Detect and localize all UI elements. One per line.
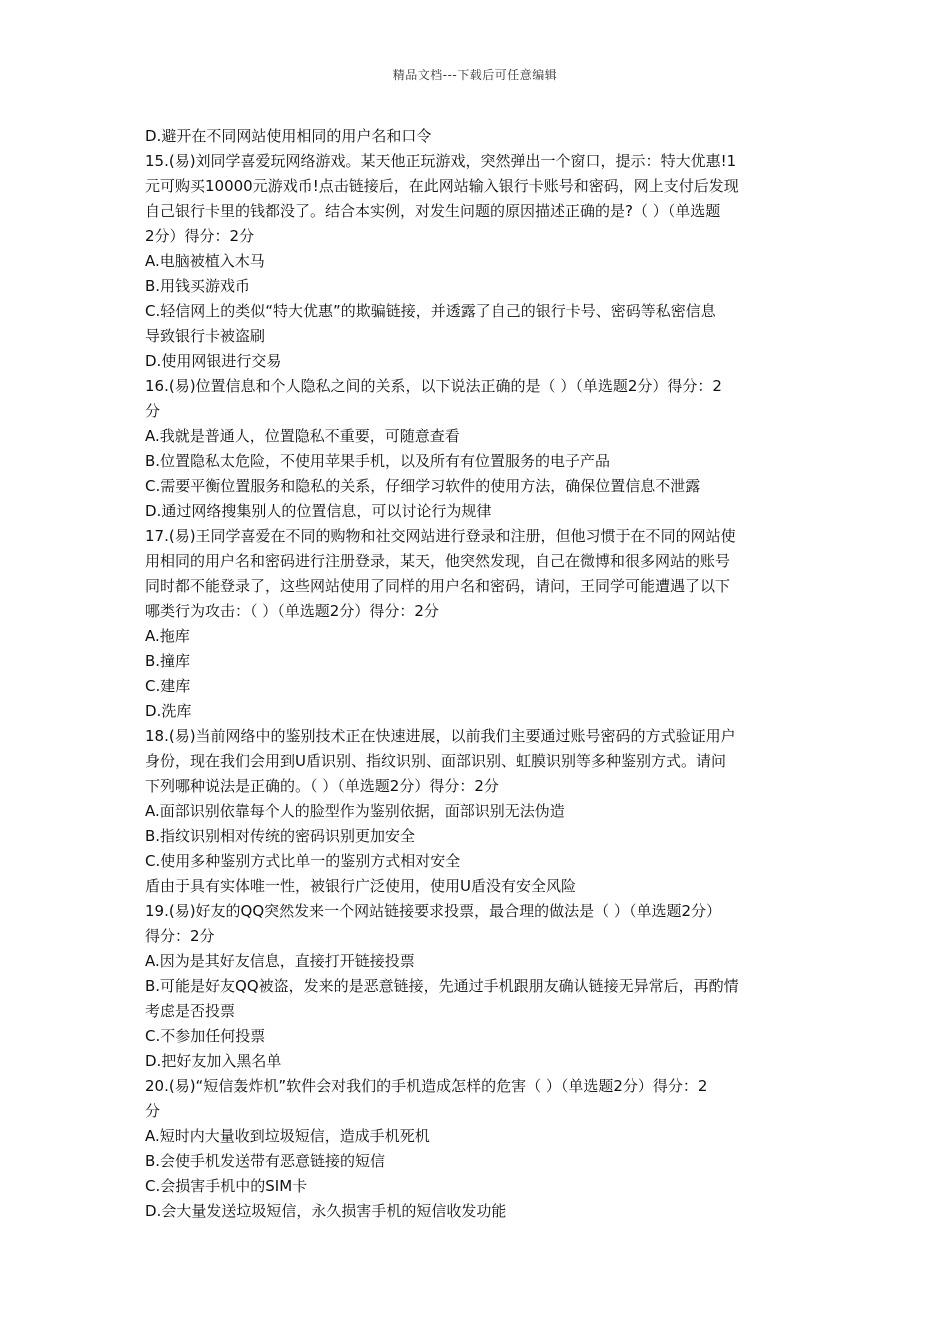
text-line: 分 <box>145 1102 161 1120</box>
text-line: 同时都不能登录了，这些网站使用了同样的用户名和密码，请问，王同学可能遭遇了以下 <box>145 577 731 595</box>
text-line: 19.(易)好友的QQ突然发来一个网站链接要求投票，最合理的做法是（ ）（单选题2分） <box>145 902 721 920</box>
text-line: C.轻信网上的类似“特大优惠”的欺骗链接，并透露了自己的银行卡号、密码等私密信息 <box>145 302 716 320</box>
text-line: 用相同的用户名和密码进行注册登录，某天，他突然发现，自己在微博和很多网站的账号 <box>145 552 731 570</box>
text-line: A.短时内大量收到垃圾短信，造成手机死机 <box>145 1127 430 1145</box>
text-line: 下列哪种说法是正确的。（ ）（单选题2分）得分：2分 <box>145 777 499 795</box>
document-body <box>145 124 810 1224</box>
text-line: 15.(易)刘同学喜爱玩网络游戏。某天他正玩游戏，突然弹出一个窗口，提示：特大优惠!1 <box>145 152 737 170</box>
text-line: D.会大量发送垃圾短信，永久损害手机的短信收发功能 <box>145 1202 507 1220</box>
text-line: B.可能是好友QQ被盗，发来的是恶意链接，先通过手机跟朋友确认链接无异常后，再酌情 <box>145 977 739 995</box>
text-line: A.我就是普通人，位置隐私不重要，可随意查看 <box>145 427 460 445</box>
text-line: B.指纹识别相对传统的密码识别更加安全 <box>145 827 416 845</box>
text-line: 导致银行卡被盗刷 <box>145 327 266 345</box>
page-header: 精品文档---下载后可任意编辑 <box>392 68 558 82</box>
text-line: 得分：2分 <box>145 927 215 945</box>
text-line: A.因为是其好友信息，直接打开链接投票 <box>145 952 415 970</box>
text-line: C.使用多种鉴别方式比单一的鉴别方式相对安全 <box>145 852 461 870</box>
text-line: B.位置隐私太危险，不使用苹果手机，以及所有有位置服务的电子产品 <box>145 452 611 470</box>
text-line: 18.(易)当前网络中的鉴别技术正在快速进展，以前我们主要通过账号密码的方式验证用户 <box>145 727 736 745</box>
text-line: 考虑是否投票 <box>145 1002 236 1020</box>
text-line: D.把好友加入黑名单 <box>145 1052 282 1070</box>
text-line: B.会使手机发送带有恶意链接的短信 <box>145 1152 386 1170</box>
text-line: 自己银行卡里的钱都没了。结合本实例，对发生问题的原因描述正确的是?（ ）（单选题 <box>145 202 721 220</box>
text-line: C.需要平衡位置服务和隐私的关系，仔细学习软件的使用方法，确保位置信息不泄露 <box>145 477 701 495</box>
text-line: A.拖库 <box>145 627 190 645</box>
text-line: A.电脑被植入木马 <box>145 252 265 270</box>
text-line: C.不参加任何投票 <box>145 1027 266 1045</box>
text-line: 2分）得分：2分 <box>145 227 255 245</box>
text-line: B.用钱买游戏币 <box>145 277 251 295</box>
text-line: B.撞库 <box>145 652 191 670</box>
text-line: D.避开在不同网站使用相同的用户名和口令 <box>145 127 432 145</box>
text-line: D.洗库 <box>145 702 192 720</box>
text-line: D.通过网络搜集别人的位置信息，可以讨论行为规律 <box>145 502 492 520</box>
text-line: C.建库 <box>145 677 191 695</box>
text-line: 哪类行为攻击：（ ）（单选题2分）得分：2分 <box>145 602 439 620</box>
text-line: 元可购买10000元游戏币!点击链接后，在此网站输入银行卡账号和密码，网上支付后发现 <box>145 177 739 195</box>
text-line: 分 <box>145 402 161 420</box>
text-line: 身份，现在我们会用到U盾识别、指纹识别、面部识别、虹膜识别等多种鉴别方式。请问 <box>145 752 726 770</box>
text-line: A.面部识别依靠每个人的脸型作为鉴别依据，面部识别无法伪造 <box>145 802 565 820</box>
text-line: 17.(易)王同学喜爱在不同的购物和社交网站进行登录和注册，但他习惯于在不同的网站使 <box>145 527 736 545</box>
text-line: 16.(易)位置信息和个人隐私之间的关系，以下说法正确的是（ ）（单选题2分）得分：2 <box>145 377 722 395</box>
text-line: 20.(易)“短信轰炸机”软件会对我们的手机造成怎样的危害（ ）（单选题2分）得分：2 <box>145 1077 708 1095</box>
text-line: 盾由于具有实体唯一性，被银行广泛使用，使用U盾没有安全风险 <box>145 877 576 895</box>
text-line: D.使用网银进行交易 <box>145 352 282 370</box>
text-line: C.会损害手机中的SIM卡 <box>145 1177 308 1195</box>
